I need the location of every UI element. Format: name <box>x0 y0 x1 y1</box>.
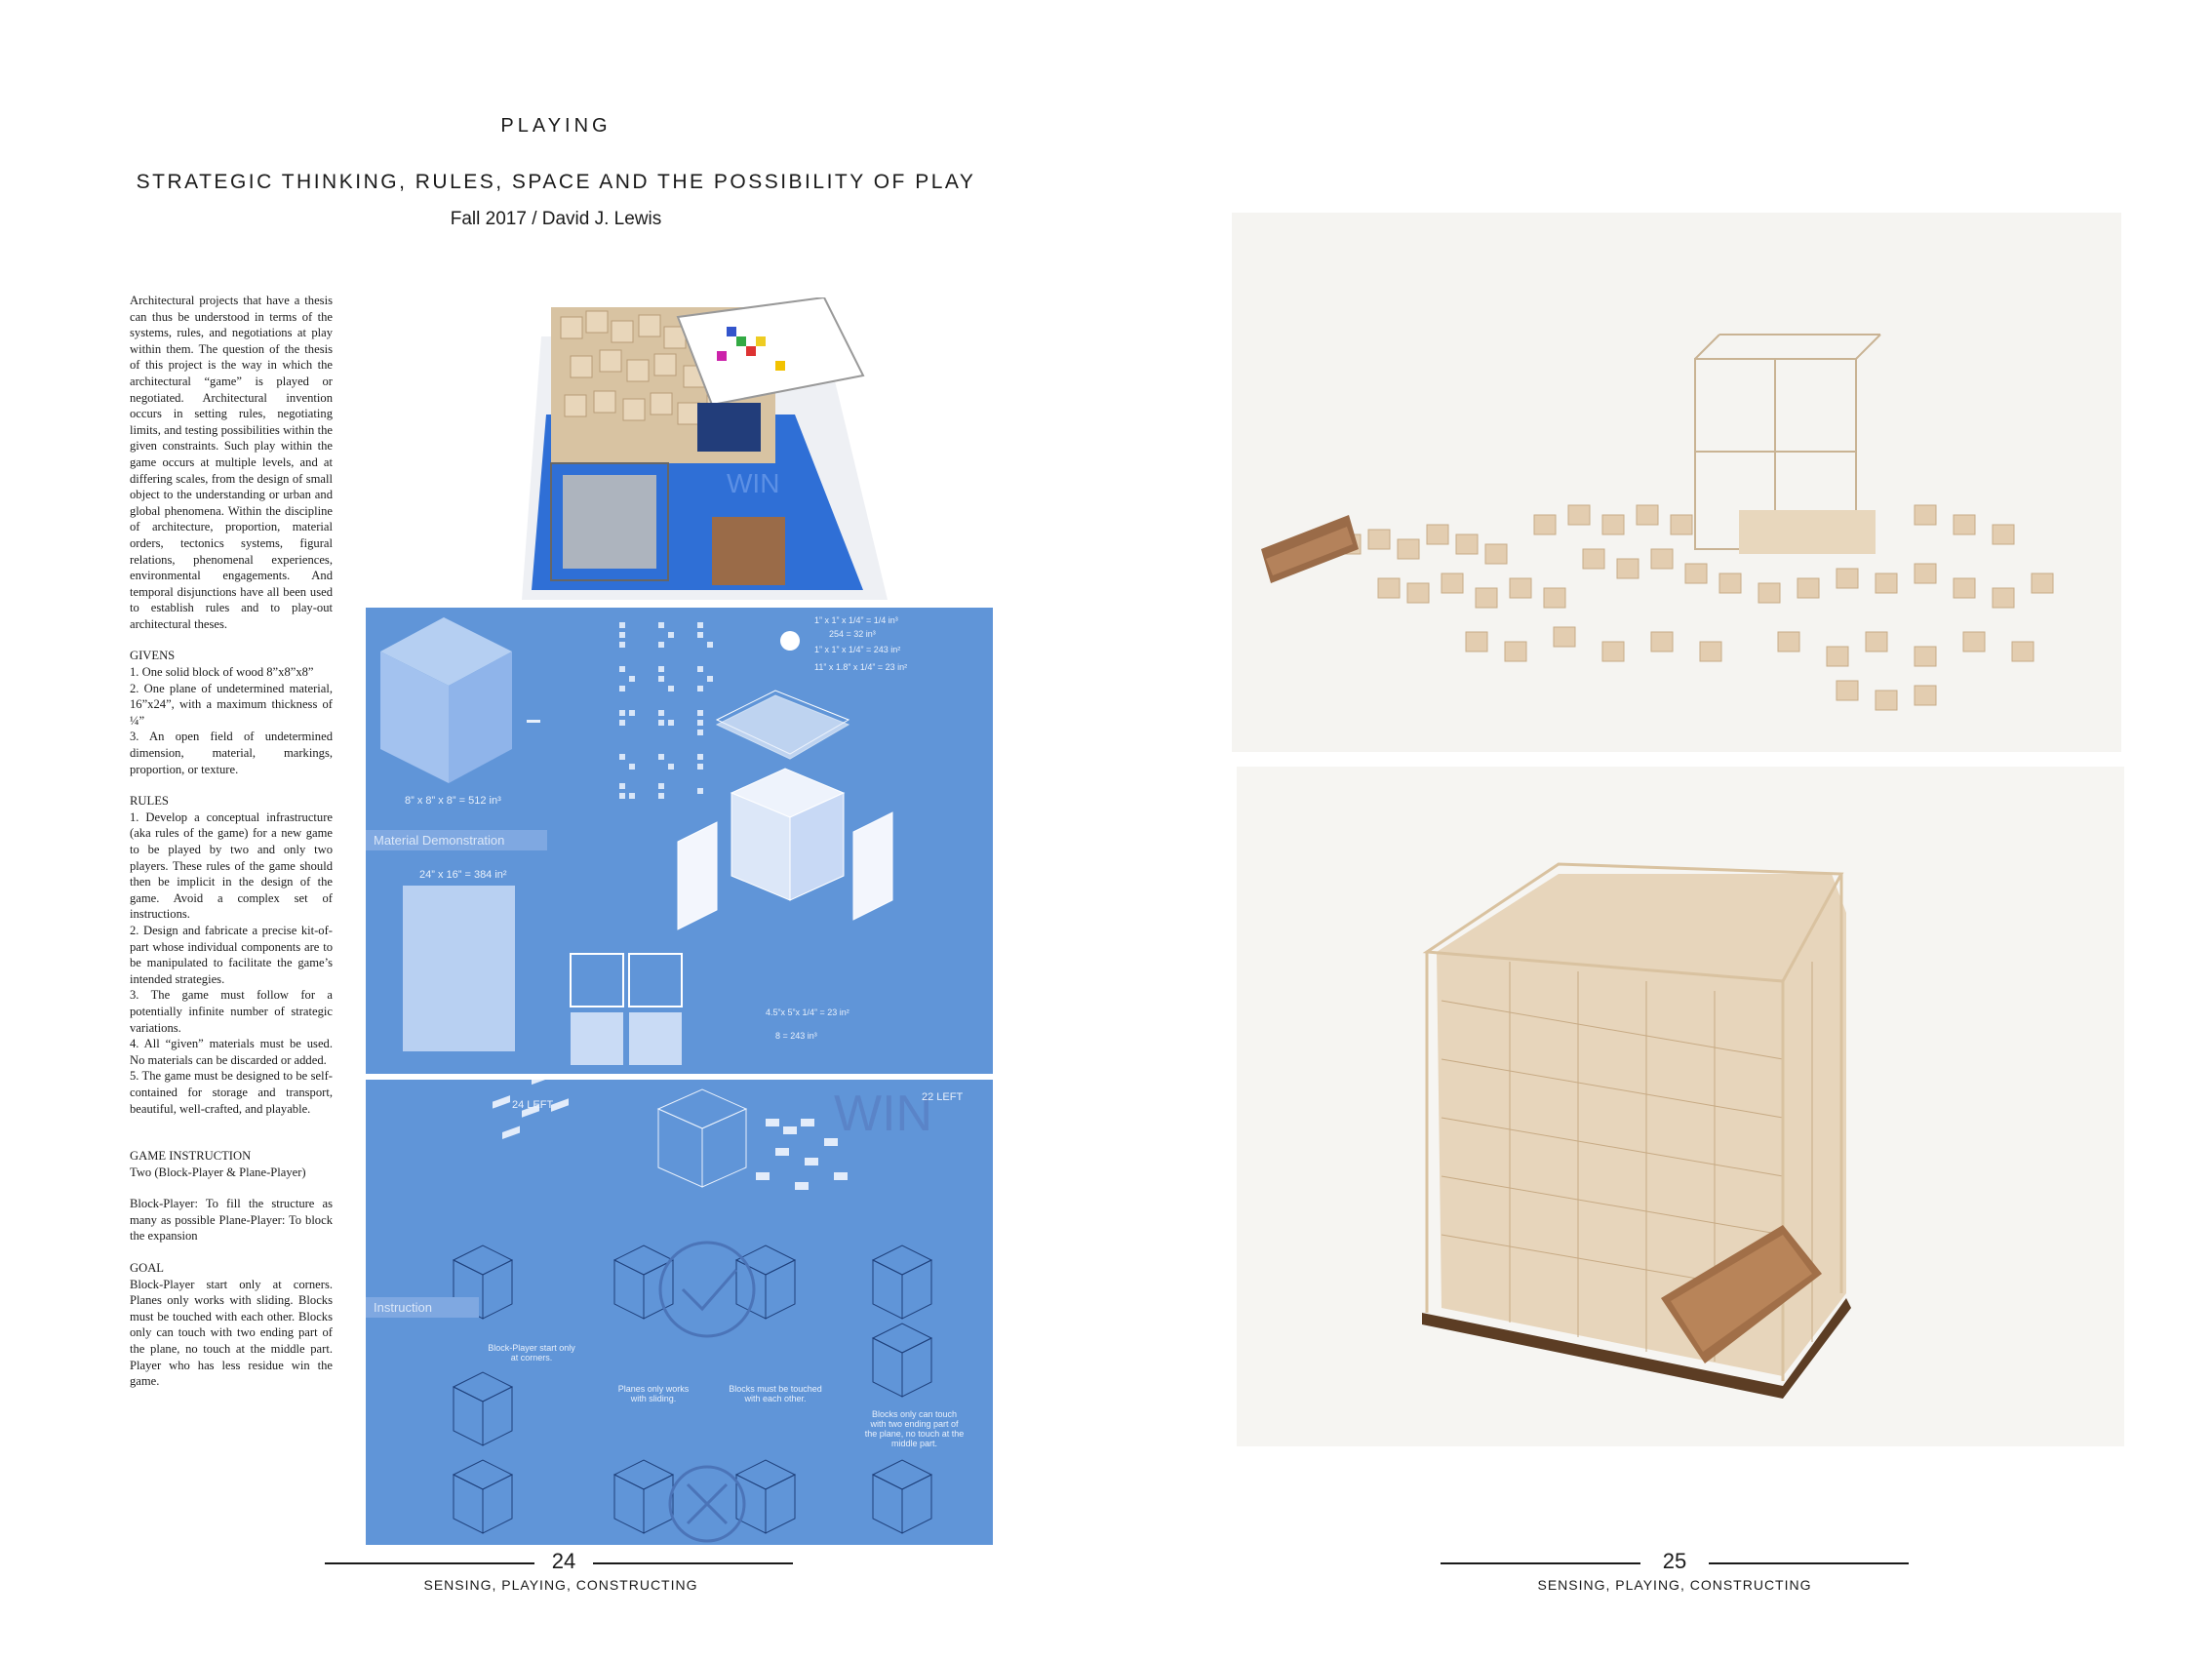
cube-caption: 8” x 8” x 8” = 512 in³ <box>405 795 501 807</box>
solid-cube-drawing <box>380 617 512 783</box>
right-footer-rule-right <box>1709 1562 1909 1564</box>
rules-item-2: 2. Design and fabricate a precise kit-of-part whose individual components are to be manipulated to facilitate the game’s intended strategies. <box>130 923 333 986</box>
goal-heading: GOAL <box>130 1261 164 1276</box>
instruction-tab: Instruction <box>366 1297 479 1318</box>
volume-line-1: 4.5”x 5”x 1/4” = 23 in² <box>766 1007 849 1017</box>
material-demonstration-panel <box>366 608 993 1074</box>
rules-item-3: 3. The game must follow for a potentially infinite number of strategic variations. <box>130 988 333 1035</box>
goal-text: Block-Player start only at corners. Planes only works with sliding. Blocks must be touched with each other. Blocks only can touch with two ending part of the plane, no touch at the middle part. Player who has less residue win the game. <box>130 1277 333 1389</box>
calc-line-1: 1” x 1” x 1/4” = 1/4 in³ <box>814 615 898 625</box>
body-text-column <box>130 293 333 1390</box>
left-footer-rule-right <box>593 1562 793 1564</box>
material-demonstration-tab: Material Demonstration <box>366 830 547 850</box>
left-count: 24 LEFT <box>512 1099 554 1111</box>
instruction-roles: Block-Player: To fill the structure as many as possible Plane-Player: To block the expansion <box>130 1197 333 1244</box>
instruction-players: Two (Block-Player & Plane-Player) <box>130 1165 306 1179</box>
exploded-cube-drawing <box>678 691 892 929</box>
calc-line-2: 254 = 32 in³ <box>829 629 876 639</box>
filled-cube-photo <box>1237 767 2124 1446</box>
game-board-photo <box>502 297 888 600</box>
scattered-blocks-photo <box>1232 213 2121 752</box>
instruction-panel <box>366 1080 993 1545</box>
byline: Fall 2017 / David J. Lewis <box>450 209 662 229</box>
note-ending-part: Blocks only can touch with two ending part of the plane, no touch at the middle part. <box>864 1409 965 1448</box>
givens-item-1: 1. One solid block of wood 8”x8”x8” <box>130 665 314 680</box>
note-touching: Blocks must be touched with each other. <box>729 1384 822 1403</box>
rules-item-4: 4. All “given” materials must be used. No materials can be discarded or added. <box>130 1037 333 1067</box>
intro-paragraph: Architectural projects that have a thesis can thus be understood in terms of the systems, rules, and negotiations at play within them. The question of the thesis of this project is the way in which the architectural “game” is played or negotiated. Architectural invention occurs in setting rules, negotiating limits, and testing possibilities within the given constraints. Such play within the game occurs at multiple levels, and at differing scales, from the design of small object to the understanding or urban and global phenomena. Within the discipline of architecture, proportion, material orders, tectonics systems, figural relations, phenomenal experiences, environmental engagements. And temporal disjunctions have all been used to establish rules and to play-out architectural theses. <box>130 294 333 631</box>
section-label: PLAYING <box>500 115 612 137</box>
page-number-right: 25 <box>1662 1549 1687 1573</box>
rules-item-5: 5. The game must be designed to be self-contained for storage and transport, beautiful, well-crafted, and playable. <box>130 1069 333 1116</box>
footer-left: SENSING, PLAYING, CONSTRUCTING <box>423 1577 698 1593</box>
rules-heading: RULES <box>130 794 169 809</box>
volume-line-2: 8 = 243 in³ <box>775 1031 817 1041</box>
page-number-left: 24 <box>551 1549 576 1573</box>
rules-item-1: 1. Develop a conceptual infrastructure (aka rules of the game) for a new game to be played by two and only two players. These rules of the game should then be implicit in the design of the game. Avoid a complex set of instructions. <box>130 810 333 922</box>
center-cube-wireframe <box>658 1089 746 1187</box>
check-circle-icon <box>660 1243 754 1336</box>
piece-grid <box>619 622 713 799</box>
win-label: WIN <box>834 1086 933 1142</box>
calc-line-4: 11” x 1.8” x 1/4” = 23 in² <box>814 662 908 672</box>
right-count: 22 LEFT <box>922 1091 964 1103</box>
right-footer-rule-left <box>1441 1562 1640 1564</box>
plane-caption: 24” x 16” = 384 in² <box>419 869 507 881</box>
left-footer-rule-left <box>325 1562 534 1564</box>
givens-item-2: 2. One plane of undetermined material, 16”x24”, with a maximum thickness of ¼” <box>130 681 333 728</box>
note-sliding: Planes only works with sliding. <box>617 1384 690 1403</box>
scattered-blocks-illustration <box>1232 213 2121 752</box>
footer-right: SENSING, PLAYING, CONSTRUCTING <box>1537 1577 1812 1593</box>
game-board-illustration <box>502 297 888 600</box>
board-win-text: WIN <box>727 468 780 498</box>
instruction-heading: GAME INSTRUCTION <box>130 1149 252 1164</box>
givens-heading: GIVENS <box>130 649 176 663</box>
filled-cube-illustration <box>1237 767 2124 1446</box>
givens-item-3: 3. An open field of undetermined dimension, material, markings, proportion, or texture. <box>130 730 333 776</box>
page-title: STRATEGIC THINKING, RULES, SPACE AND THE POSSIBILITY OF PLAY <box>136 171 976 193</box>
note-corners: Block-Player start only at corners. <box>488 1343 575 1363</box>
calc-line-3: 1” x 1” x 1/4” = 243 in² <box>814 645 901 654</box>
